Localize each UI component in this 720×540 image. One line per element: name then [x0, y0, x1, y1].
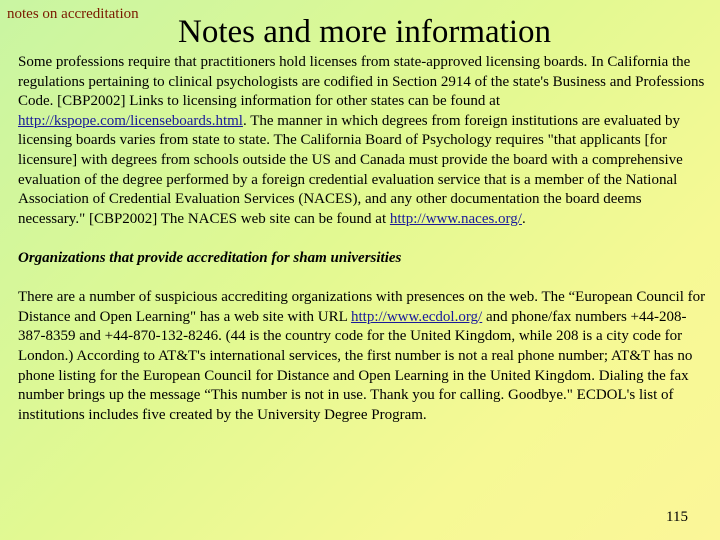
corner-label: notes on accreditation [7, 6, 139, 22]
page-number: 115 [666, 509, 688, 525]
subheading: Organizations that provide accreditation for sham universities [18, 249, 402, 266]
page-title: Notes and more information [178, 14, 551, 50]
ecdol-link[interactable]: http://www.ecdol.org/ [350, 308, 483, 325]
paragraph-text: . [521, 210, 526, 227]
naces-link[interactable]: http://www.naces.org/ [389, 210, 522, 227]
content-body [18, 53, 710, 425]
paragraph-text: and phone/fax numbers +44-208-387-8359 and +44-870-132-8246. (44 is the country code for the United Kingdom, while 208 is a city code for London.) According to AT&T's international services, the first number is not a real phone number; AT&T has no phone listing for the European Council for Distance and Open Learning in the United Kingdom. Dialing the fax number brings up the message “This number is not in use. Thank you for calling. Goodbye." ECDOL's list of institutions includes five created by the University Degree Program. [18, 308, 693, 423]
paragraph-licensing [18, 53, 710, 229]
paragraph-text: Some professions require that practitioners hold licenses from state-approved licensing boards. In California the regulations pertaining to clinical psychologists are codified in Section 2914 of the state's Business and Professions Code. [CBP2002] Links to licensing information for other states can be found at [18, 54, 705, 110]
paragraph-text: . The manner in which degrees from foreign institutions are evaluated by licensing boards varies from state to state. The California Board of Psychology requires "that applicants [for licensure] with degrees from schools outside the US and Canada must provide the board with a comprehensive evaluation of the degree performed by a foreign credential evaluation service that is a member of the National Association of Credential Evaluation Services (NACES), and any other documentation the board deems necessary." [CBP2002] The NACES web site can be found at [18, 112, 683, 227]
paragraph-text: There are a number of suspicious accrediting organizations with presences on the web. The “European Council for Distance and Open Learning" has a web site with URL [18, 289, 706, 325]
licenseboards-link[interactable]: http://kspope.com/licenseboards.html [18, 112, 243, 129]
paragraph-sham-accreditors [18, 288, 710, 425]
